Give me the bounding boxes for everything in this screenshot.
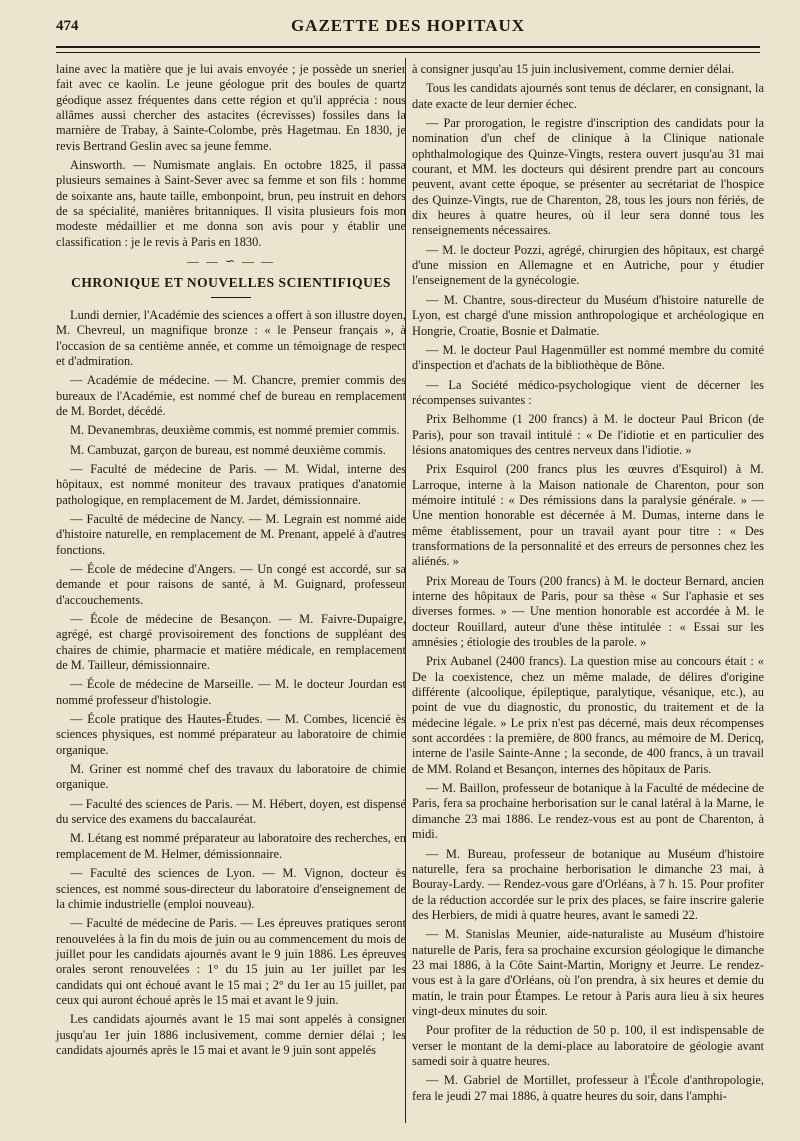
news-item: — École de médecine de Besançon. — M. Faivre-Dupaigre, agrégé, est chargé provisoirement des fonctions de suppléant des chaires de chimie, pharmacie et matière médicale, en remplacement de M. Tailleur, démissionnaire. [56, 612, 406, 673]
right-column [412, 62, 764, 1108]
news-item: — École pratique des Hautes-Études. — M. Combes, licencié ès sciences physiques, est nommé préparateur au laboratoire de chimie organique. [56, 712, 406, 757]
news-item: — Faculté de médecine de Paris. — Les épreuves pratiques seront renouvelées à la fin du mois de juin ou au commencement du mois de juillet pour les candidats ajournés avant le 9 juin 1886. Les épreuves orales seront renouvelées : 1° du 15 juin au 1er juillet par les candidats qui ont échoué avant le 15 mai ; 2° du 1er au 15 juillet, par ceux qui auront échoué après le 15 mai et avant le 9 juin. [56, 916, 406, 1007]
paragraph: Tous les candidats ajournés sont tenus de déclarer, en consignant, la date exacte de leur dernier échec. [412, 81, 764, 111]
news-item: M. Griner est nommé chef des travaux du laboratoire de chimie organique. [56, 762, 406, 792]
news-item: — Faculté des sciences de Paris. — M. Hébert, doyen, est dispensé du service des examens du baccalauréat. [56, 796, 406, 827]
header-rule [56, 46, 760, 53]
paragraph: — M. Bureau, professeur de botanique au Muséum d'histoire naturelle, fera sa prochaine herborisation le dimanche 23 mai, à Bouray-Lardy. — Rendez-vous gare d'Orléans, à 7 h. 15. Pour profiter de la réduction accordée sur le prix des places, se faire inscrire galerie des Herbiers, de midi à quatre heures, avant le samedi 22. [412, 846, 764, 922]
paragraph: Prix Aubanel (2400 francs). La question mise au concours était : « De la coexistence, chez un même malade, de délires d'origine différente (alcoolique, épileptique, paralytique, vésanique, etc.), au point de vue du diagnostic, du pronostic, du traitement et de la médecine légale. » Le prix n'est pas décerné, mais deux récompenses sont accordées : la première, de 800 francs, au mémoire de M. Dericq, interne de l'asile Sainte-Anne ; la seconde, de 400 francs, à un travail de MM. Roland et Besançon, internes des hôpitaux de Paris. [412, 654, 764, 776]
page-number: 474 [56, 18, 79, 34]
paragraph: à consigner jusqu'au 15 juin inclusivement, comme dernier délai. [412, 62, 735, 76]
news-item: M. Cambuzat, garçon de bureau, est nommé deuxième commis. [70, 442, 386, 457]
news-item: Les candidats ajournés avant le 15 mai sont appelés à consigner jusqu'au 1er juin 1886 inclusivement, comme dernier délai ; les candidats ajournés après le 15 mai et avant le 9 juin sont appelés [56, 1012, 406, 1057]
news-item: — Académie de médecine. — M. Chancre, premier commis des bureaux de l'Académie, est nommé chef de bureau en remplacement de M. Bordet, décédé. [56, 373, 406, 418]
paragraph: — M. Stanislas Meunier, aide-naturaliste au Muséum d'histoire naturelle de Paris, fera sa prochaine excursion géologique le dimanche 23 mai 1886, à la Côte Saint-Martin, Morigny et Jeurre. Le rendez-vous est à la gare d'Orléans, où l'on prendra, à six heures et demie du matin, le train pour Étampes. Le retour à Paris aura lieu à six heures vingt-deux minutes du soir. [412, 927, 764, 1018]
paragraph: Ainsworth. — Numismate anglais. En octobre 1825, il passa plusieurs semaines à Saint-Sever avec sa femme et son fils : homme de soixante ans, haute taille, embonpoint, brun, peu instruit en dehors de sa spécialité, manières britanniques. Il visita plusieurs fois mon modeste médaillier et me donna son avis pour y établir une classification : je le revis à Paris en 1830. [56, 158, 406, 249]
paragraph: Pour profiter de la réduction de 50 p. 100, il est indispensable de verser le montant de la demi-place au laboratoire de géologie avant samedi soir à quatre heures. [412, 1023, 764, 1068]
paragraph: — M. le docteur Paul Hagenmüller est nommé membre du comité d'inspection et d'achats de la bibliothèque de Bône. [412, 342, 764, 373]
news-item: M. Devanembras, deuxième commis, est nommé premier commis. [70, 423, 400, 438]
paragraph: — M. le docteur Pozzi, agrégé, chirurgien des hôpitaux, est chargé d'une mission en Allemagne et en Autriche, pour y étudier l'enseignement de la gynécologie. [412, 242, 764, 288]
news-item: M. Létang est nommé préparateur au laboratoire des recherches, en remplacement de M. Helmer, démissionnaire. [56, 831, 406, 861]
left-column [56, 62, 406, 1062]
page-header [56, 10, 760, 44]
news-item: — École de médecine d'Angers. — Un congé est accordé, sur sa demande et pour raisons de santé, à M. Guignard, professeur d'accouchements. [56, 561, 406, 607]
paragraph: Prix Belhomme (1 200 francs) à M. le docteur Paul Bricon (de Paris), pour son travail intitulé : « De l'idiotie et en particulier des lésions anatomiques des centres nerveux dans l'idiotie. » [412, 412, 764, 457]
news-item: Lundi dernier, l'Académie des sciences a offert à son illustre doyen, M. Chevreul, un magnifique bronze : « le Penseur français », à l'occasion de sa centième année, et comme un témoignage de respect et d'admiration. [56, 307, 406, 368]
short-rule [211, 297, 251, 298]
paragraph: Prix Esquirol (200 francs plus les œuvres d'Esquirol) à M. Larroque, interne à la Maison nationale de Charenton, pour son mémoire intitulé : « Des rémissions dans la paralysie générale. » — Une mention honorable est décernée à M. Dumas, interne dans le même établissement, pour un travail ayant pour titre : « Des transformations de la personnalité et des erreurs de personnes chez les aliénés. » [412, 462, 764, 569]
journal-title: GAZETTE DES HOPITAUX [290, 16, 526, 35]
news-item: — Faculté des sciences de Lyon. — M. Vignon, docteur ès sciences, est nommé sous-directeur du laboratoire d'enseignement de la chimie industrielle (emploi nouveau). [56, 866, 406, 911]
news-item: — École de médecine de Marseille. — M. le docteur Jourdan est nommé professeur d'histologie. [56, 677, 406, 707]
section-title: CHRONIQUE ET NOUVELLES SCIENTIFIQUES [71, 275, 391, 291]
paragraph: — La Société médico-psychologique vient de décerner les récompenses suivantes : [412, 377, 764, 407]
paragraph: — M. Baillon, professeur de botanique à la Faculté de médecine de Paris, fera sa prochaine herborisation sur le canal latéral à la Marne, le dimanche 23 mai 1886. Le rendez-vous est au pont de Charenton, à midi. [412, 781, 764, 842]
paragraph: — Par prorogation, le registre d'inscription des candidats pour la nomination d'un chef de clinique à la Clinique nationale ophthalmologique des Quinze-Vingts, restera ouvert jusqu'au 31 mai courant, et MM. les docteurs qui désirent prendre part au concours peuvent, avant cette époque, se présenter au secrétariat de l'hospice des Quinze-Vingts, rue de Charenton, 28, tous les jours non fériés, de dix heures à quatre heures, où il leur sera donné tous les renseignements nécessaires. [412, 116, 764, 238]
news-item: — Faculté de médecine de Paris. — M. Widal, interne des hôpitaux, est nommé moniteur des travaux pratiques d'anatomie pathologique, en remplacement de M. Jardet, démissionnaire. [56, 461, 406, 507]
paragraph: Prix Moreau de Tours (200 francs) à M. le docteur Bernard, ancien interne des hôpitaux de Paris, pour sa thèse « Sur l'aphasie et ses diverses formes. » — Une mention honorable est accordée à M. le docteur Rouillard, auteur d'une thèse intitulée : « Essai sur les amnésies ; étiologie des troubles de la parole. » [412, 573, 764, 650]
ornament-divider: — — ∽ — — [186, 254, 276, 269]
paragraph: — M. Gabriel de Mortillet, professeur à l'École d'anthropologie, fera le jeudi 27 mai 1886, à quatre heures du soir, dans l'amphi- [412, 1073, 764, 1103]
news-item: — Faculté de médecine de Nancy. — M. Legrain est nommé aide d'histoire naturelle, en remplacement de M. Prenant, appelé à d'autres fonctions. [56, 511, 406, 557]
paragraph: — M. Chantre, sous-directeur du Muséum d'histoire naturelle de Lyon, est chargé d'une mission anthropologique et archéologique en Hongrie, Croatie, Bosnie et Dalmatie. [412, 292, 764, 338]
column-divider [405, 58, 406, 1123]
paragraph: laine avec la matière que je lui avais envoyée ; je possède un snerier fait avec ce kaolin. Le jeune géologue prit des boules de quartz géodique assez fréquentes dans cette région et qu'il appréciа : nous allâmes aussi chercher des astacites (écrevisses) fossiles dans la marnière de Trabay, à Sainte-Colombe, près Hagetmau. En 1830, je revis Bertrand Geslin avec sa jeune femme. [56, 62, 406, 153]
